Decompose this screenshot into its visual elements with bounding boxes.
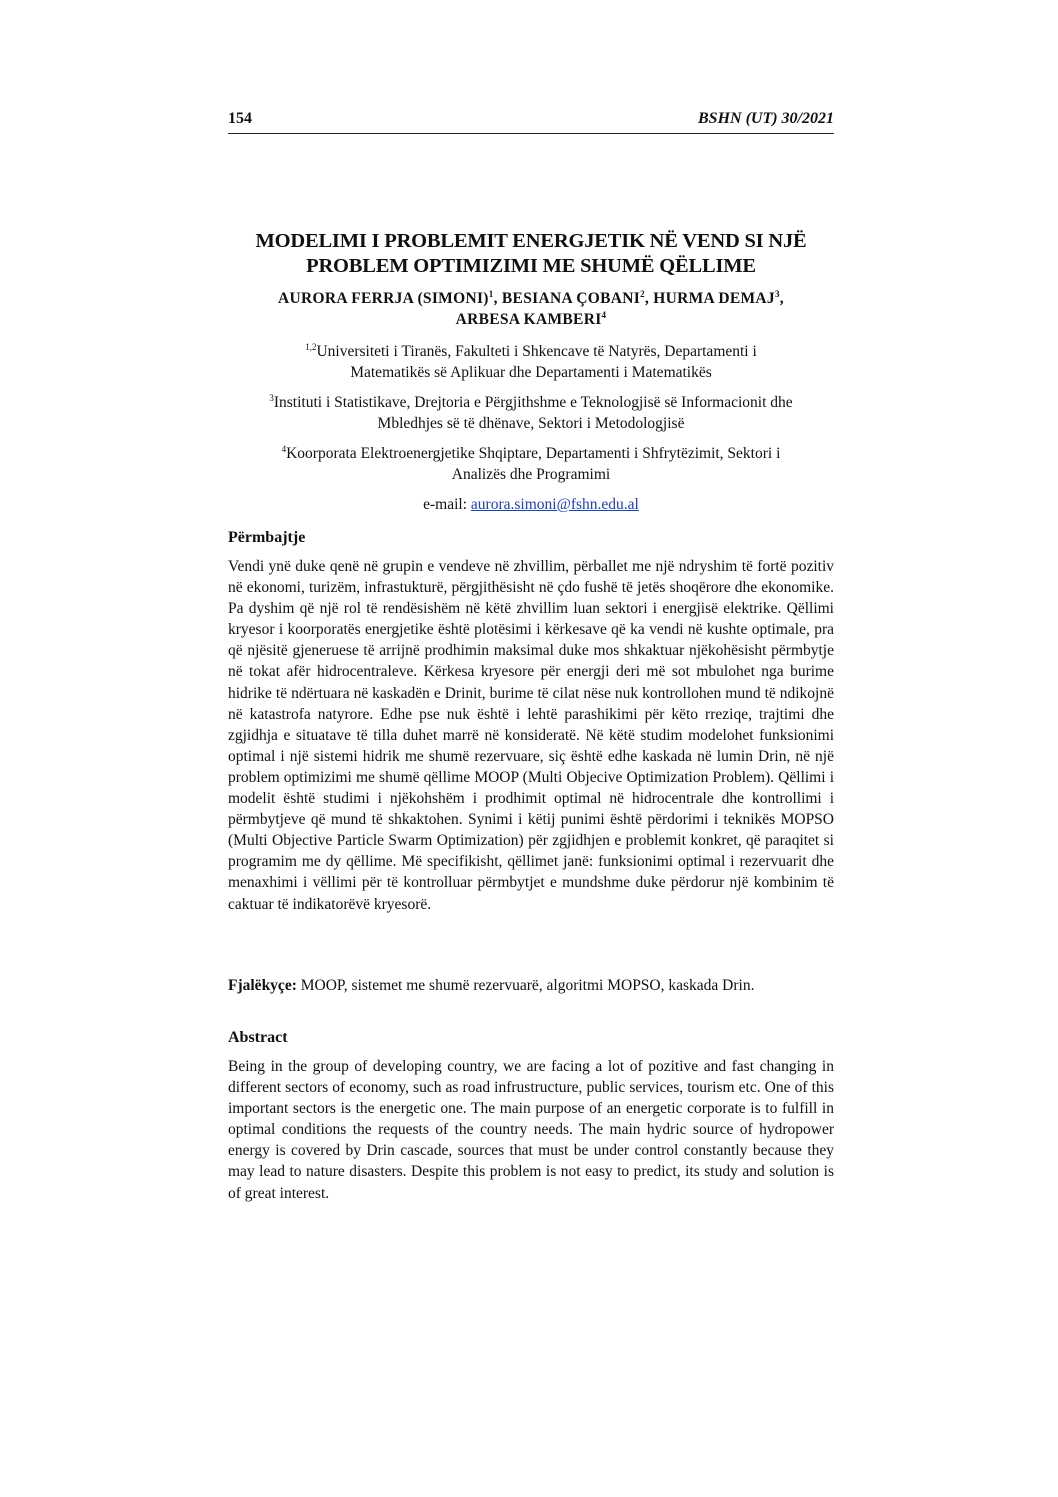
author-name: BESIANA ÇOBANI [501, 290, 641, 307]
email-label: e-mail: [423, 496, 471, 513]
author-affiliation-mark: 2 [640, 288, 645, 299]
author-affiliation-mark: 4 [601, 309, 607, 320]
affiliation-text: Universiteti i Tiranës, Fakulteti i Shkencave të Natyrës, Departamenti i [316, 343, 757, 360]
author-list [228, 288, 834, 330]
email-line [228, 494, 834, 515]
section-heading-permbajtje: Përmbajtje [228, 529, 306, 546]
running-header [228, 110, 834, 132]
affiliation-mark: 4 [281, 443, 287, 454]
affiliation-text: Matematikës së Aplikuar dhe Departamenti i Matematikës [350, 364, 712, 381]
author-affiliation-mark: 1 [488, 288, 494, 299]
affiliation-mark: 1,2 [305, 341, 317, 352]
affiliation-3 [228, 443, 834, 485]
author-name: HURMA DEMAJ [653, 290, 775, 307]
author-name: ARBESA KAMBERI [455, 311, 602, 328]
keywords-label: Fjalëkyçe: [228, 977, 297, 994]
albanian-abstract-body: Vendi ynë duke qenë në grupin e vendeve në zhvillim, përballet me një ndryshim të fortë pozitiv në ekonomi, turizëm, infrastukturë, përgjithësisht në çdo fushë të jetës shoqërore dhe ekonomike. Pa dyshim që një rol të rendësishëm në këtë zhvillim luan sektori i energjisë elektrike. Qëllimi kryesor i koorporatës energjetike është plotësimi i kërkesave që ka vendi në kushte optimale, pra që njësitë gjeneruese të arrijnë prodhimin maksimal duke mos shkaktuar njëkohësisht përmbytje në tokat afër hidrocentraleve. Kërkesa kryesore për energji deri më sot mbulohet nga burime hidrike të ndërtuara në kaskadën e Drinit, burime të cilat nëse nuk kontrollohen mund të ndikojnë në katastrofa natyrore. Edhe pse nuk është i lehtë parashikimi për këto rreziqe, trajtimi dhe zgjidhja e situatave të tilla duhet marrë në konsideratë. Në këtë studim modelohet funksionimi optimal i një sistemi hidrik me shumë rezervuare, siç është edhe kaskada në lumin Drin, në një problem optimizimi me shumë qëllime MOOP (Multi Objecive Optimization Problem). Qëllimi i modelit është studimi i njëkohshëm i prodhimit optimal në hidrocentrale dhe kontrollimi i përmbytjeve që mund të shkaktohen. Synimi i këtij punimi është përdorimi i teknikës MOPSO (Multi Objective Particle Swarm Optimization) për zgjidhjen e problemit konkret, që paraqitet si programim me dy qëllime. Më specifikisht, qëllimet janë: funksionimi optimal i rezervuarit dhe menaxhimi i vëllimi për të kontrolluar përmbytjet e mundshme duke përdorur një kombinim të caktuar të indikatorëvë kryesorë. [228, 558, 834, 913]
affiliation-text: Mbledhjes së të dhënave, Sektori i Metodologjisë [377, 415, 685, 432]
keywords [228, 975, 834, 996]
authors-line-2 [228, 309, 834, 330]
affiliation-2 [228, 392, 834, 434]
header-rule [228, 133, 834, 134]
author-affiliation-mark: 3 [774, 288, 780, 299]
affiliation-text: Analizës dhe Programimi [451, 466, 611, 483]
title-line-2: PROBLEM OPTIMIZIMI ME SHUMË QËLLIME [306, 255, 756, 277]
email-link[interactable]: aurora.simoni@fshn.edu.al [470, 496, 639, 513]
author-name: AURORA FERRJA (SIMONI) [278, 290, 489, 307]
paper-title [228, 229, 834, 279]
authors-line-1: AURORA FERRJA (SIMONI)$^1$, BESIANA ÇOBANI$^2$, HURMA DEMAJ$^3$, [278, 288, 784, 307]
keywords-text: MOOP, sistemet me shumë rezervuarë, algoritmi MOPSO, kaskada Drin. [296, 977, 755, 994]
affiliation-text: Koorporata Elektroenergjetike Shqiptare, Departamenti i Shfrytëzimit, Sektori i [286, 445, 781, 462]
affiliation-1 [228, 341, 834, 383]
page-number: 154 [228, 110, 252, 127]
affiliation-mark: 3 [269, 392, 274, 403]
affiliation-text: Instituti i Statistikave, Drejtoria e Përgjithshme e Teknologjisë së Informacionit dhe [273, 394, 793, 411]
english-abstract-body: Being in the group of developing country, we are facing a lot of pozitive and fast changing in different sectors of economy, such as road infrustructure, public services, tourism etc. One of this important sectors is the energetic one. The main purpose of an energetic corporate is to fulfill in optimal conditions the requests of the country needs. The main hydric source of hydropower energy is covered by Drin cascade, sources that must be under control constantly because they may lead to nature disasters. Despite this problem is not easy to predict, its study and solution is of great interest. [228, 1058, 834, 1202]
journal-reference: BSHN (UT) 30/2021 [698, 110, 834, 127]
title-line-1: MODELIMI I PROBLEMIT ENERGJETIK NË VEND SI NJË [255, 230, 807, 252]
section-heading-abstract: Abstract [228, 1029, 288, 1046]
